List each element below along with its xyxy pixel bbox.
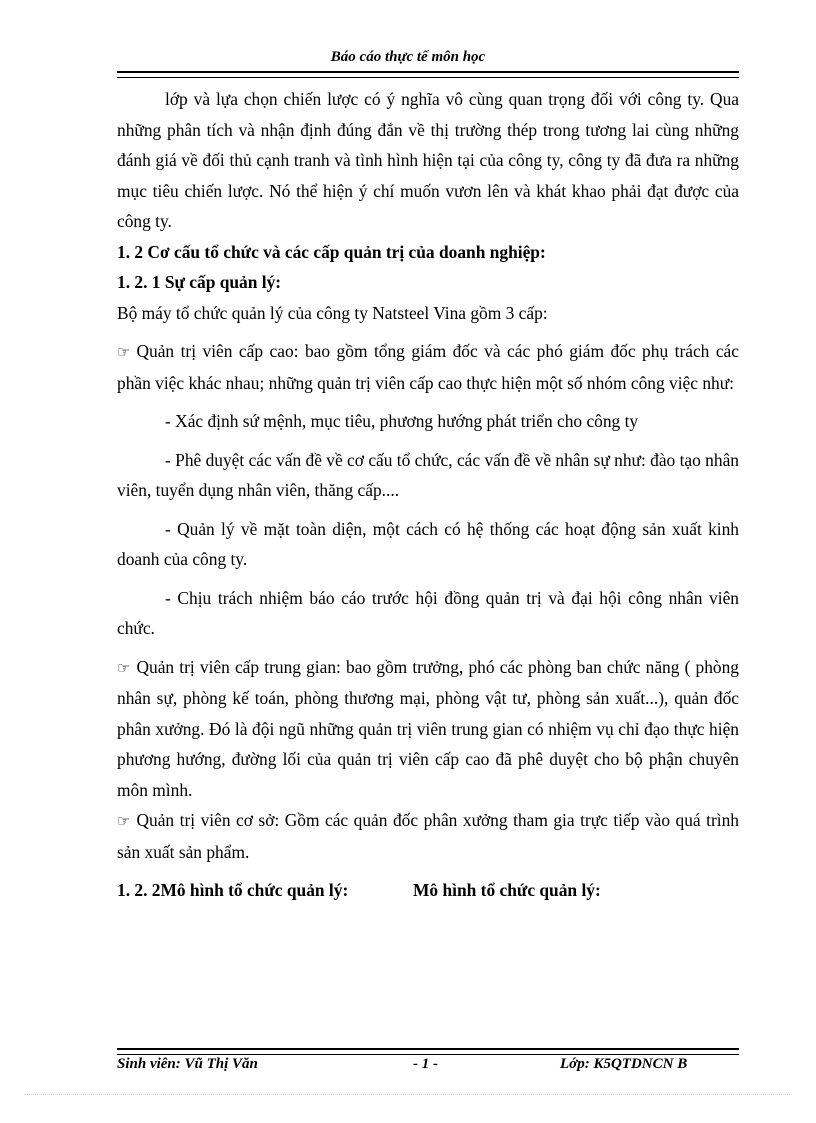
page-boundary-line [24, 1094, 792, 1095]
section-heading-1-2-1: 1. 2. 1 Sự cấp quản lý: [117, 272, 282, 292]
footer-page-number: - 1 - [413, 1056, 438, 1072]
pointing-hand-icon: ☞ [117, 812, 131, 830]
page-footer [117, 1056, 739, 1078]
bullet-middle-managers [117, 652, 739, 806]
footer-divider [117, 1048, 739, 1055]
heading-left: 1. 2. 2Mô hình tổ chức quản lý: [117, 880, 349, 900]
bullet-senior-managers [117, 336, 739, 398]
pointing-hand-icon: ☞ [117, 658, 131, 677]
section-heading-1-2-2 [117, 875, 739, 906]
bullet-text: Quản trị viên cấp trung gian: bao gồm trưởng, phó các phòng ban chức năng ( phòng nhân sự, phòng kế toán, phòng thương mại, phòng vật tư, phòng sản xuất...), quản đốc phân xưởng. Đó là đội ngũ những quản trị viên trung gian có nhiệm vụ chỉ đạo thực hiện phương hướng, đường lối của quản trị viên cấp cao đã phê duyệt cho bộ phận chuyên môn mình. [117, 656, 739, 800]
pointing-hand-icon: ☞ [117, 343, 131, 361]
bullet-text: Quản trị viên cấp cao: bao gồm tổng giám đốc và các phó giám đốc phụ trách các phần việc khác nhau; những quản trị viên cấp cao thực hiện một số nhóm công việc như: [117, 341, 739, 393]
footer-student-name: Sinh viên: Vũ Thị Văn [117, 1056, 258, 1072]
list-item: - Quản lý về mặt toàn diện, một cách có hệ thống các hoạt động sản xuất kinh doanh của công ty. [117, 518, 739, 569]
document-body [117, 84, 739, 906]
bullet-base-managers [117, 805, 739, 867]
paragraph-management-levels: Bộ máy tổ chức quản lý của công ty Natsteel Vina gồm 3 cấp: [117, 302, 548, 323]
list-item: - Xác định sứ mệnh, mục tiêu, phương hướng phát triển cho công ty [165, 411, 639, 431]
heading-right: Mô hình tổ chức quản lý: [413, 880, 601, 900]
header-divider [117, 71, 739, 78]
page-header-title: Báo cáo thực tế môn học [330, 49, 486, 65]
bullet-text: Quản trị viên cơ sở: Gồm các quản đốc phân xưởng tham gia trực tiếp vào quá trình sản xuất sản phẩm. [117, 810, 739, 862]
footer-class: Lớp: K5QTDNCN B [560, 1056, 688, 1072]
paragraph-intro: lớp và lựa chọn chiến lược có ý nghĩa vô cùng quan trọng đối với công ty. Qua những phân tích và nhận định đúng đắn về thị trường thép trong tương lai cùng những đánh giá về đối thủ cạnh tranh và tình hình hiện tại của công ty, công ty đã đưa ra những mục tiêu chiến lược. Nó thể hiện ý chí muốn vươn lên và khát khao phải đạt được của công ty. [117, 89, 739, 231]
section-heading-1-2: 1. 2 Cơ cấu tổ chức và các cấp quản trị của doanh nghiệp: [117, 241, 546, 262]
list-item: - Chịu trách nhiệm báo cáo trước hội đồng quản trị và đại hội công nhân viên chức. [117, 587, 739, 638]
list-item: - Phê duyệt các vấn đề về cơ cấu tổ chức, các vấn đề về nhân sự như: đào tạo nhân viên, tuyển dụng nhân viên, thăng cấp.... [117, 449, 739, 500]
